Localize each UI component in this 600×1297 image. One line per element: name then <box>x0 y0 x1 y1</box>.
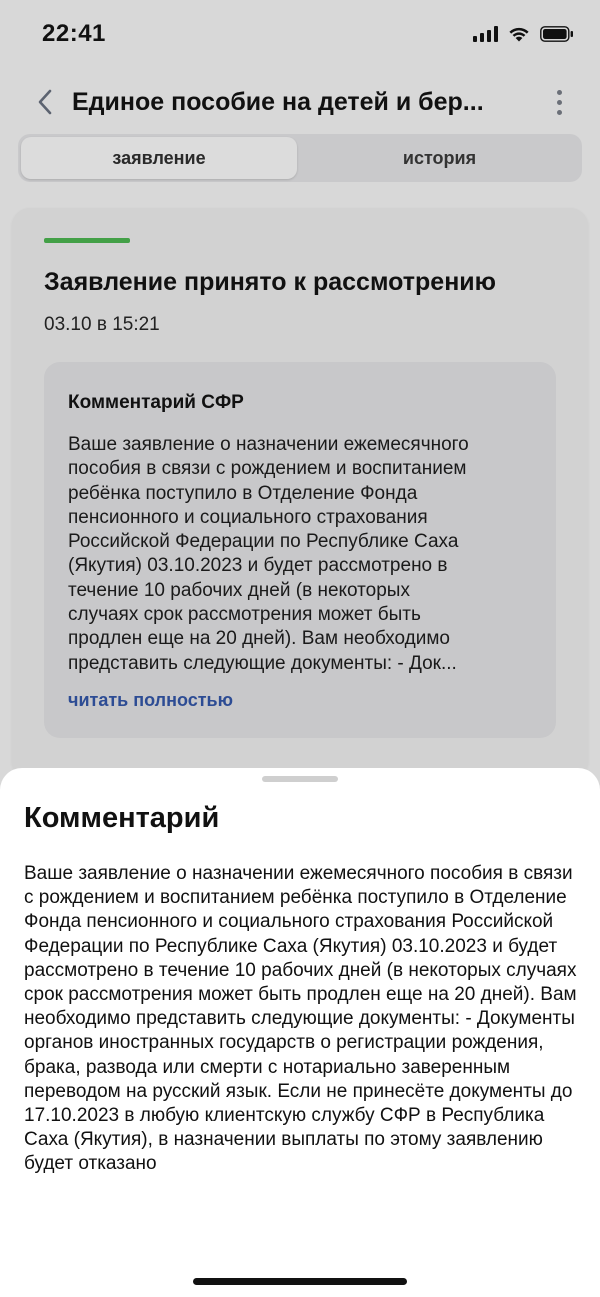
comment-label: Комментарий СФР <box>68 392 244 413</box>
comment-line: случаях срок рассмотрения может быть <box>68 604 421 626</box>
more-vertical-icon <box>557 90 562 95</box>
comment-line: Российской Федерации по Республике Саха <box>68 531 459 553</box>
tab-history[interactable]: история <box>402 147 477 168</box>
tab-application[interactable]: заявление <box>21 137 297 179</box>
application-status-card <box>12 208 588 778</box>
more-menu-button[interactable] <box>544 86 574 118</box>
comment-line: представить следующие документы: - Док... <box>68 652 457 674</box>
comment-line: пособия в связи с рождением и воспитанием <box>68 458 467 480</box>
cellular-signal-icon <box>473 26 498 42</box>
status-time: 22:41 <box>42 20 106 47</box>
battery-icon <box>540 26 574 42</box>
wifi-icon <box>508 26 530 42</box>
comment-line: течение 10 рабочих дней (в некоторых <box>68 579 410 601</box>
comment-line: пенсионного и социального страхования <box>68 506 428 528</box>
comment-preview-box <box>44 362 556 738</box>
read-more-link[interactable]: читать полностью <box>68 690 233 710</box>
segmented-tabs <box>18 134 582 182</box>
status-date: 03.10 в 15:21 <box>44 314 160 335</box>
sheet-title: Комментарий <box>24 802 220 834</box>
comment-line: ребёнка поступило в Отделение Фонда <box>68 482 418 504</box>
comment-line: Ваше заявление о назначении ежемесячного <box>68 434 469 455</box>
status-icons <box>473 26 574 42</box>
page-title: Единое пособие на детей и бер... <box>72 88 484 116</box>
comment-line: (Якутия) 03.10.2023 и будет рассмотрено в <box>68 555 448 577</box>
chevron-left-icon <box>37 89 53 115</box>
home-indicator[interactable] <box>193 1278 407 1285</box>
sheet-comment-text: Ваше заявление о назначении ежемесячного пособия в связи с рождением и воспитанием ребёнка поступило в Отделение Фонда пенсионного и социального страхования Российской Федерации по Республике Саха (Якутия) 03.10.2023 и будет рассмотрено в течение 10 рабочих дней (в некоторых случаях срок рассмотрения может быть продлен еще на 20 дней). Вам необходимо представить следующие документы: - Документы органов иностранных государств о регистрации рождения, брака, развода или смерти с нотариально заверенным переводом на русский язык. Если не принесёте документы до 17.10.2023 в любую клиентскую службу СФР в Республика Саха (Якутия), в назначении выплаты по этому заявлению будет отказано <box>24 863 577 1175</box>
status-indicator-line <box>44 238 130 243</box>
comment-preview-text <box>68 433 538 676</box>
status-bar <box>0 0 600 70</box>
status-title: Заявление принято к рассмотрению <box>44 268 497 296</box>
comment-line: продлен еще на 20 дней). Вам необходимо <box>68 628 450 650</box>
top-app-bar <box>0 80 600 124</box>
comment-bottom-sheet <box>0 768 600 1297</box>
back-button[interactable] <box>28 84 62 120</box>
sheet-grabber-handle[interactable] <box>262 776 338 782</box>
